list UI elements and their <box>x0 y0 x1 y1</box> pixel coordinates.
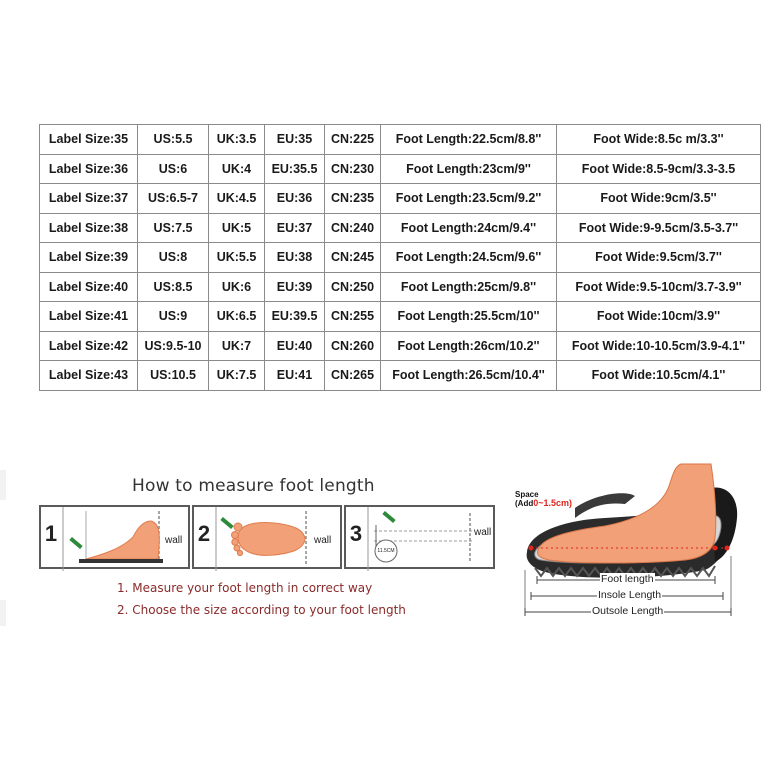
table-cell: UK:6.5 <box>209 302 265 332</box>
table-cell: CN:260 <box>325 331 381 361</box>
space-title: Space <box>515 490 539 499</box>
table-cell: EU:40 <box>265 331 325 361</box>
toe-cap-shape <box>575 493 635 518</box>
table-cell: US:6.5-7 <box>138 184 209 214</box>
edge-stripe <box>0 600 6 626</box>
table-cell: Foot Wide:8.5c m/3.3'' <box>557 125 761 155</box>
table-cell: EU:39 <box>265 272 325 302</box>
table-cell: UK:7.5 <box>209 361 265 391</box>
ruler-icon <box>346 507 497 571</box>
table-cell: US:8.5 <box>138 272 209 302</box>
table-cell: UK:4 <box>209 154 265 184</box>
table-row <box>40 184 761 214</box>
table-cell: UK:5.5 <box>209 243 265 273</box>
insole-length-label: Insole Length <box>598 589 662 601</box>
instruction-1: 1. Measure your foot length in correct way <box>117 581 373 595</box>
table-cell: CN:230 <box>325 154 381 184</box>
table-cell: CN:235 <box>325 184 381 214</box>
table-cell: Foot Length:26cm/10.2'' <box>381 331 557 361</box>
table-cell: US:5.5 <box>138 125 209 155</box>
step-number: 3 <box>349 521 363 546</box>
table-cell: Foot Wide:9.5-10cm/3.7-3.9'' <box>557 272 761 302</box>
step-3-panel <box>344 505 495 569</box>
space-add-value: 0~1.5cm) <box>533 498 572 508</box>
step-number: 1 <box>44 521 58 546</box>
table-cell: Foot Length:23.5cm/9.2'' <box>381 184 557 214</box>
step-number: 2 <box>197 521 211 546</box>
table-cell: Label Size:41 <box>40 302 138 332</box>
table-cell: Foot Wide:10cm/3.9'' <box>557 302 761 332</box>
table-row <box>40 243 761 273</box>
table-cell: US:10.5 <box>138 361 209 391</box>
table-cell: Label Size:38 <box>40 213 138 243</box>
step-1-panel <box>39 505 190 569</box>
ruler-reading: 11.5CM <box>377 548 395 554</box>
table-cell: US:7.5 <box>138 213 209 243</box>
table-cell: Foot Wide:9-9.5cm/3.5-3.7'' <box>557 213 761 243</box>
table-cell: Foot Wide:10-10.5cm/3.9-4.1'' <box>557 331 761 361</box>
edge-stripe <box>0 470 6 500</box>
table-cell: Foot Wide:8.5-9cm/3.3-3.5 <box>557 154 761 184</box>
outsole-length-label: Outsole Length <box>592 605 664 617</box>
size-chart-table <box>39 124 761 391</box>
table-cell: Foot Wide:9.5cm/3.7'' <box>557 243 761 273</box>
table-cell: CN:255 <box>325 302 381 332</box>
table-row <box>40 361 761 391</box>
table-cell: Label Size:39 <box>40 243 138 273</box>
wall-label: wall <box>314 535 332 546</box>
table-cell: EU:35.5 <box>265 154 325 184</box>
table-cell: UK:4.5 <box>209 184 265 214</box>
table-cell: Foot Length:24.5cm/9.6'' <box>381 243 557 273</box>
table-cell: Label Size:43 <box>40 361 138 391</box>
step-2-panel <box>192 505 342 569</box>
table-cell: Label Size:40 <box>40 272 138 302</box>
table-cell: Label Size:42 <box>40 331 138 361</box>
table-cell: CN:265 <box>325 361 381 391</box>
wall-label: wall <box>474 527 492 538</box>
table-row <box>40 302 761 332</box>
table-cell: Foot Length:23cm/9'' <box>381 154 557 184</box>
table-cell: Label Size:36 <box>40 154 138 184</box>
foot-length-label: Foot length <box>601 573 654 585</box>
instruction-2: 2. Choose the size according to your foot length <box>117 603 406 617</box>
table-cell: EU:35 <box>265 125 325 155</box>
table-cell: Foot Length:26.5cm/10.4'' <box>381 361 557 391</box>
table-cell: UK:6 <box>209 272 265 302</box>
table-cell: EU:36 <box>265 184 325 214</box>
table-cell: CN:250 <box>325 272 381 302</box>
space-label <box>515 490 572 508</box>
table-cell: EU:41 <box>265 361 325 391</box>
table-cell: UK:5 <box>209 213 265 243</box>
table-cell: Label Size:37 <box>40 184 138 214</box>
table-cell: CN:245 <box>325 243 381 273</box>
table-cell: Foot Length:25cm/9.8'' <box>381 272 557 302</box>
table-row <box>40 125 761 155</box>
table-cell: Label Size:35 <box>40 125 138 155</box>
howto-title: How to measure foot length <box>132 476 375 496</box>
table-cell: US:9 <box>138 302 209 332</box>
table-cell: EU:37 <box>265 213 325 243</box>
table-cell: Foot Length:25.5cm/10'' <box>381 302 557 332</box>
table-cell: CN:225 <box>325 125 381 155</box>
table-row <box>40 213 761 243</box>
table-cell: US:8 <box>138 243 209 273</box>
table-cell: US:6 <box>138 154 209 184</box>
table-cell: UK:3.5 <box>209 125 265 155</box>
table-cell: US:9.5-10 <box>138 331 209 361</box>
table-cell: EU:39.5 <box>265 302 325 332</box>
table-cell: Foot Length:24cm/9.4'' <box>381 213 557 243</box>
table-cell: Foot Wide:9cm/3.5'' <box>557 184 761 214</box>
table-row <box>40 272 761 302</box>
size-chart-body <box>40 125 761 391</box>
space-add-prefix: (Add <box>515 499 534 508</box>
table-cell: CN:240 <box>325 213 381 243</box>
wall-label: wall <box>165 535 183 546</box>
table-cell: EU:38 <box>265 243 325 273</box>
table-cell: Foot Length:22.5cm/8.8'' <box>381 125 557 155</box>
table-row <box>40 154 761 184</box>
table-cell: UK:7 <box>209 331 265 361</box>
table-row <box>40 331 761 361</box>
table-cell: Foot Wide:10.5cm/4.1'' <box>557 361 761 391</box>
